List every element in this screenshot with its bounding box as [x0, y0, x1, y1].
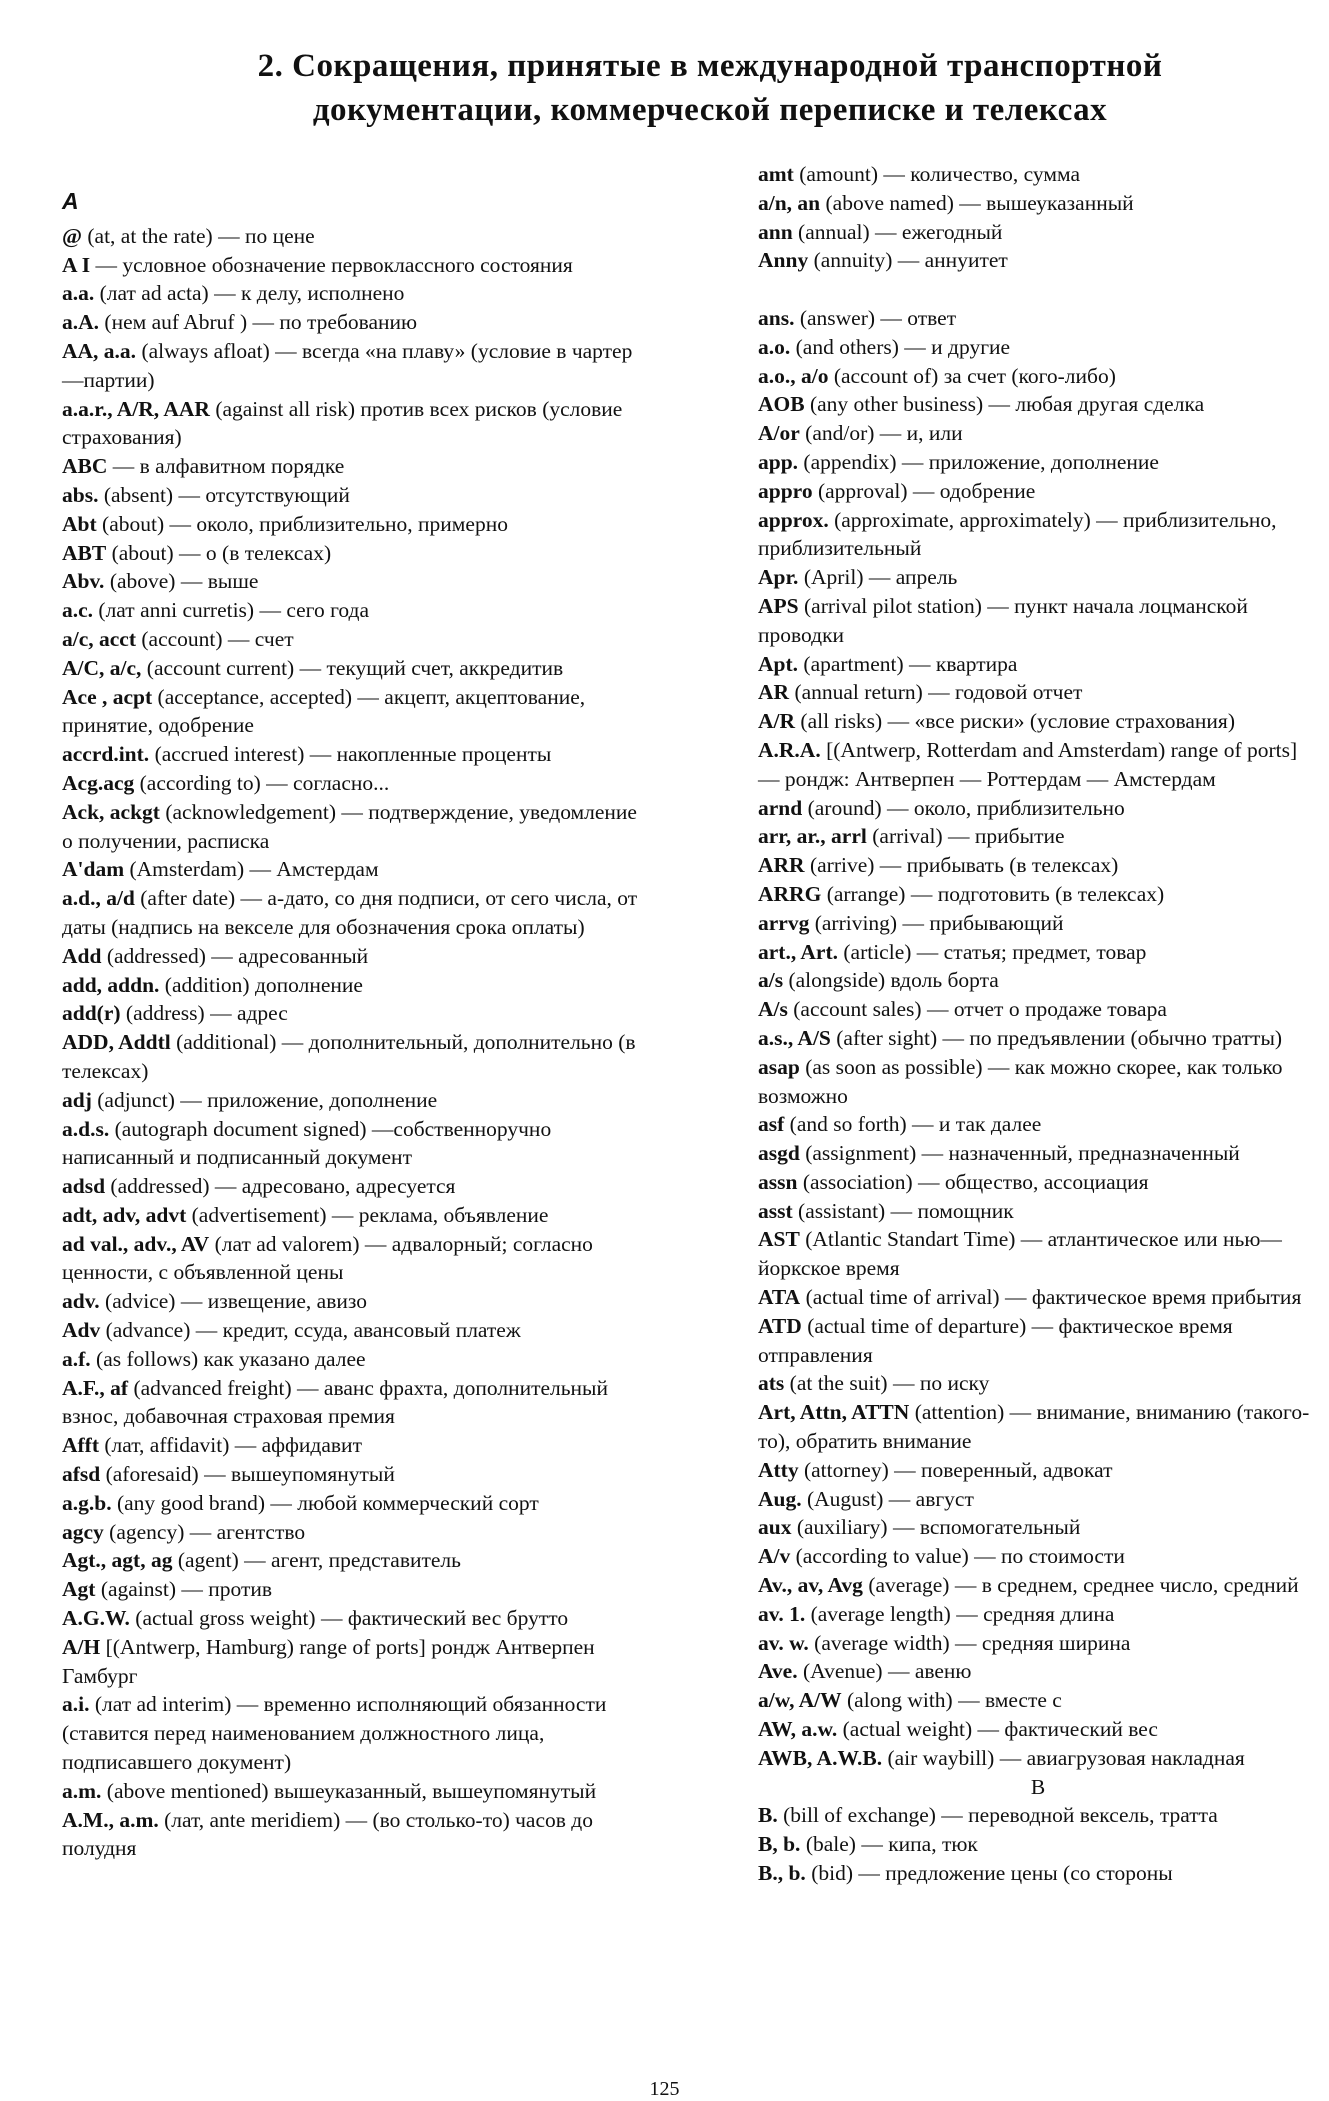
entry-definition: (account of) за счет (кого-либо) [828, 363, 1116, 388]
dictionary-entry [758, 160, 1318, 189]
entry-definition: (лат anni curretis) — сего года [93, 598, 369, 623]
dictionary-entry [758, 1801, 1318, 1830]
entry-definition: (advanced freight) — аванс фрахта, дополнительный взнос, добавочная страховая премия [62, 1375, 609, 1429]
entry-definition: (bid) — предложение цены (со стороны [805, 1861, 1173, 1886]
entry-abbreviation: adj [62, 1087, 92, 1112]
entry-abbreviation: @ [62, 223, 82, 248]
entry-abbreviation: add, addn. [62, 972, 160, 997]
entry-abbreviation: add(r) [62, 1001, 121, 1026]
entry-definition: (average) — в среднем, среднее число, средний [862, 1573, 1299, 1598]
entry-definition: (approximate, approximately) — приблизительно, приблизительный [758, 507, 1277, 561]
entry-definition: (according to) — согласно... [134, 770, 390, 795]
dictionary-entry [62, 798, 652, 856]
dictionary-entry [758, 419, 1318, 448]
dictionary-entry [62, 1287, 652, 1316]
entry-definition: — условное обозначение первоклассного состояния [90, 252, 573, 277]
entry-abbreviation: afsd [62, 1462, 101, 1487]
entry-abbreviation: B, b. [758, 1832, 801, 1857]
entry-definition: (лат ad valorem) — адвалорный; согласно ценности, с объявленной цены [62, 1231, 593, 1285]
entry-definition: (agent) — агент, представитель [172, 1548, 461, 1573]
entry-definition: (average length) — средняя длина [805, 1601, 1115, 1626]
dictionary-entry [758, 1485, 1318, 1514]
entry-definition: (around) — около, приблизительно [802, 795, 1125, 820]
entry-definition: (actual gross weight) — фактический вес брутто [129, 1606, 569, 1631]
entry-abbreviation: Acg.acg [62, 770, 135, 795]
entry-definition: (additional) — дополнительный, дополнительно (в телексах) [62, 1030, 636, 1083]
entry-abbreviation: a.o., a/o [758, 363, 829, 388]
entry-definition: (addressed) — адресованный [101, 943, 369, 968]
dictionary-entry [758, 794, 1318, 823]
entry-abbreviation: ADD, Addtl [62, 1030, 171, 1055]
entry-abbreviation: ans. [758, 305, 795, 330]
dictionary-entry [62, 1230, 652, 1288]
dictionary-entry [62, 279, 652, 308]
entry-abbreviation: Apt. [758, 651, 799, 676]
entry-abbreviation: Apr. [758, 565, 799, 590]
dictionary-entry [758, 1168, 1318, 1197]
entry-abbreviation: adv. [62, 1289, 100, 1314]
dictionary-entry [62, 1518, 652, 1547]
entry-abbreviation: A/R [758, 709, 796, 734]
dictionary-entry [62, 1777, 652, 1806]
entry-definition: (accrued interest) — накопленные проценты [149, 742, 552, 767]
right-entry-list-top [758, 160, 1318, 275]
entry-definition: (actual weight) — фактический вес [837, 1717, 1158, 1742]
entry-abbreviation: arrvg [758, 910, 810, 935]
dictionary-entry [758, 851, 1318, 880]
entry-definition: (autograph document signed) —собственноручно написанный и подписанный документ [62, 1116, 552, 1170]
dictionary-entry [758, 390, 1318, 419]
entry-abbreviation: arr, ar., arrl [758, 824, 867, 849]
dictionary-entry [62, 510, 652, 539]
entry-definition: (лат ad acta) — к делу, исполнено [94, 281, 405, 306]
entry-abbreviation: A'dam [62, 857, 125, 882]
dictionary-entry [758, 650, 1318, 679]
entry-abbreviation: a.o. [758, 334, 791, 359]
entry-abbreviation: aux [758, 1515, 792, 1540]
dictionary-entry [62, 452, 652, 481]
entry-definition: (лат, ante meridiem) — (во столько-то) часов до полудня [62, 1807, 593, 1861]
right-column [758, 160, 1318, 1888]
entry-abbreviation: Ack, ackgt [62, 799, 160, 824]
left-column [62, 183, 652, 1863]
entry-abbreviation: Abt [62, 511, 97, 536]
entry-definition: (Atlantic Standart Time) — атлантическое или нью—йоркское время [758, 1227, 1282, 1281]
entry-definition: (air waybill) — авиагрузовая накладная [882, 1745, 1245, 1770]
entry-abbreviation: A/C, a/c, [62, 655, 142, 680]
entry-abbreviation: Afft [62, 1433, 100, 1458]
dictionary-entry [62, 1604, 652, 1633]
entry-abbreviation: a.d., a/d [62, 886, 135, 911]
dictionary-entry [758, 736, 1318, 794]
entry-abbreviation: A/s [758, 997, 788, 1022]
entry-abbreviation: app. [758, 449, 799, 474]
entry-abbreviation: Adv [62, 1318, 101, 1343]
entry-abbreviation: Aug. [758, 1486, 802, 1511]
entry-abbreviation: A.G.W. [62, 1606, 130, 1631]
entry-abbreviation: a.s., A/S [758, 1025, 831, 1050]
entry-definition: (against) — против [95, 1577, 273, 1602]
dictionary-entry [62, 1546, 652, 1575]
entry-abbreviation: Atty [758, 1457, 799, 1482]
entry-abbreviation: a.m. [62, 1778, 102, 1803]
dictionary-entry [758, 1542, 1318, 1571]
dictionary-entry [758, 1744, 1318, 1773]
entry-definition: (above mentioned) вышеуказанный, вышеупомянутый [101, 1778, 597, 1803]
dictionary-entry [758, 1686, 1318, 1715]
dictionary-entry [62, 481, 652, 510]
section-heading-a: A [62, 188, 79, 214]
right-entry-list-b [758, 1801, 1318, 1887]
left-entry-list [62, 222, 652, 1863]
entry-definition: (actual time of arrival) — фактическое время прибытия [800, 1285, 1302, 1310]
entry-definition: (advance) — кредит, ссуда, авансовый платеж [100, 1318, 521, 1343]
entry-definition: (absent) — отсутствующий [98, 482, 350, 507]
entry-definition: (Amsterdam) — Амстердам [124, 857, 379, 882]
entry-abbreviation: av. w. [758, 1630, 809, 1655]
entry-abbreviation: a.A. [62, 310, 100, 335]
entry-abbreviation: arnd [758, 795, 803, 820]
entry-definition: (annual return) — годовой отчет [789, 680, 1083, 705]
entry-abbreviation: asst [758, 1198, 793, 1223]
entry-abbreviation: av. 1. [758, 1601, 806, 1626]
dictionary-entry [758, 1283, 1318, 1312]
dictionary-entry [62, 1201, 652, 1230]
dictionary-entry [758, 246, 1318, 275]
entry-abbreviation: ats [758, 1371, 785, 1396]
dictionary-entry [758, 1859, 1318, 1888]
entry-abbreviation: A/H [62, 1634, 101, 1659]
entry-definition: (approval) — одобрение [812, 478, 1036, 503]
entry-definition: — в алфавитном порядке [107, 454, 345, 479]
dictionary-entry [758, 1053, 1318, 1111]
entry-definition: (advice) — извещение, авизо [99, 1289, 367, 1314]
dictionary-entry [62, 625, 652, 654]
entry-abbreviation: ATD [758, 1313, 802, 1338]
entry-definition: (account sales) — отчет о продаже товара [787, 997, 1167, 1022]
entry-abbreviation: appro [758, 478, 813, 503]
dictionary-entry [62, 251, 652, 280]
page-title-line-1: 2. Сокращения, принятые в международной транспортной [257, 48, 1163, 84]
entry-definition: (нем auf Abruf ) — по требованию [99, 310, 418, 335]
entry-abbreviation: ABT [62, 540, 107, 565]
entry-abbreviation: assn [758, 1169, 798, 1194]
entry-definition: (actual time of departure) — фактическое время отправления [758, 1313, 1233, 1367]
entry-abbreviation: asgd [758, 1141, 800, 1166]
entry-definition: (arrive) — прибывать (в телексах) [804, 853, 1119, 878]
entry-definition: (as soon as possible) — как можно скорее, как только возможно [758, 1054, 1283, 1108]
dictionary-entry [62, 596, 652, 625]
entry-definition: (association) — общество, ассоциация [797, 1169, 1149, 1194]
entry-definition: (acceptance, accepted) — акцепт, акцептование, принятие, одобрение [62, 684, 586, 738]
dictionary-entry [758, 448, 1318, 477]
dictionary-entry [62, 971, 652, 1000]
dictionary-entry [758, 909, 1318, 938]
entry-abbreviation: asf [758, 1112, 785, 1137]
entry-definition: (acknowledgement) — подтверждение, уведомление о получении, расписка [62, 799, 637, 853]
entry-definition: (above) — выше [104, 569, 259, 594]
dictionary-entry [62, 1489, 652, 1518]
entry-abbreviation: APS [758, 593, 799, 618]
dictionary-entry [62, 1374, 652, 1432]
dictionary-entry [62, 308, 652, 337]
entry-definition: (apartment) — квартира [798, 651, 1018, 676]
entry-definition: [(Antwerp, Rotterdam and Amsterdam) range of ports] — рондж: Антверпен — Роттердам — Амстердам [758, 737, 1298, 791]
entry-abbreviation: approx. [758, 507, 829, 532]
page-title-line-2: документации, коммерческой переписке и телексах [312, 92, 1108, 128]
entry-abbreviation: Anny [758, 248, 809, 273]
dictionary-entry [758, 880, 1318, 909]
entry-abbreviation: ARRG [758, 881, 822, 906]
dictionary-entry [758, 1197, 1318, 1226]
entry-definition: (attorney) — поверенный, адвокат [798, 1457, 1113, 1482]
entry-abbreviation: A/or [758, 421, 800, 446]
entry-abbreviation: ann [758, 219, 793, 244]
entry-abbreviation: a.a. [62, 281, 95, 306]
entry-definition: (auxiliary) — вспомогательный [791, 1515, 1081, 1540]
dictionary-entry [62, 395, 652, 453]
dictionary-entry [62, 999, 652, 1028]
entry-definition: (after date) — а-дато, со дня подписи, от сего числа, от даты (надпись на векселе для обозначения срока оплаты) [62, 886, 638, 939]
dictionary-entry [62, 1115, 652, 1173]
dictionary-entry [758, 477, 1318, 506]
dictionary-entry [62, 1575, 652, 1604]
entry-abbreviation: a/n, an [758, 190, 821, 215]
entry-abbreviation: B., b. [758, 1861, 806, 1886]
entry-abbreviation: AW, a.w. [758, 1717, 838, 1742]
dictionary-entry [758, 1657, 1318, 1686]
entry-definition: (aforesaid) — вышеупомянутый [100, 1462, 395, 1487]
dictionary-entry [62, 222, 652, 251]
entry-abbreviation: a.f. [62, 1346, 91, 1371]
dictionary-entry [62, 654, 652, 683]
entry-abbreviation: A.M., a.m. [62, 1807, 159, 1832]
entry-abbreviation: Abv. [62, 569, 105, 594]
entry-abbreviation: agcy [62, 1519, 104, 1544]
dictionary-entry [62, 1345, 652, 1374]
entry-definition: (and/or) — и, или [799, 421, 963, 446]
entry-definition: (лат ad interim) — временно исполняющий обязанности (ставится перед наименованием должностного лица, подписавшего документ) [62, 1692, 607, 1775]
entry-definition: (along with) — вместе с [841, 1688, 1062, 1713]
dictionary-entry [62, 740, 652, 769]
entry-definition: (above named) — вышеуказанный [820, 190, 1134, 215]
entry-abbreviation: AWB, A.W.B. [758, 1745, 883, 1770]
entry-definition: (as follows) как указано далее [90, 1346, 366, 1371]
dictionary-entry [758, 678, 1318, 707]
dictionary-entry [62, 855, 652, 884]
entry-abbreviation: adt, adv, advt [62, 1202, 187, 1227]
entry-definition: (against all risk) против всех рисков (условие страхования) [62, 396, 623, 450]
entry-definition: (about) — около, приблизительно, примерно [96, 511, 508, 536]
dictionary-entry [758, 1600, 1318, 1629]
entry-abbreviation: art., Art. [758, 939, 838, 964]
dictionary-entry [758, 1398, 1318, 1456]
dictionary-entry [758, 563, 1318, 592]
dictionary-entry [62, 1633, 652, 1691]
dictionary-entry [758, 1110, 1318, 1139]
entry-definition: (account) — счет [136, 626, 294, 651]
entry-abbreviation: A.R.A. [758, 737, 821, 762]
entry-definition: (always afloat) — всегда «на плаву» (условие в чартер—партии) [62, 338, 633, 392]
dictionary-entry [62, 884, 652, 942]
entry-definition: (annual) — ежегодный [792, 219, 1003, 244]
dictionary-entry [758, 1456, 1318, 1485]
entry-abbreviation: A I [62, 252, 91, 277]
right-entry-list [758, 304, 1318, 1773]
entry-definition: (alongside) вдоль борта [783, 968, 999, 993]
dictionary-entry [758, 1312, 1318, 1370]
entry-definition: (and so forth) — и так далее [784, 1112, 1042, 1137]
dictionary-entry [758, 1369, 1318, 1398]
entry-abbreviation: amt [758, 162, 794, 186]
dictionary-entry [758, 1024, 1318, 1053]
entry-abbreviation: Add [62, 943, 102, 968]
dictionary-entry [758, 1715, 1318, 1744]
entry-definition: (April) — апрель [798, 565, 958, 590]
entry-definition: (agency) — агентство [103, 1519, 306, 1544]
dictionary-entry [758, 1830, 1318, 1859]
entry-definition: (article) — статья; предмет, товар [838, 939, 1147, 964]
dictionary-entry [62, 769, 652, 798]
entry-abbreviation: Av., av, Avg [758, 1573, 863, 1598]
dictionary-entry [758, 822, 1318, 851]
dictionary-entry [758, 592, 1318, 650]
entry-definition: (at the suit) — по иску [784, 1371, 990, 1396]
page-title [110, 44, 1310, 132]
dictionary-entry [62, 1690, 652, 1776]
entry-definition: (bill of exchange) — переводной вексель, тратта [777, 1803, 1218, 1828]
entry-abbreviation: accrd.int. [62, 742, 150, 767]
entry-definition: (account current) — текущий счет, аккредитив [141, 655, 564, 680]
dictionary-entry [758, 189, 1318, 218]
dictionary-entry [758, 1225, 1318, 1283]
dictionary-entry [62, 1460, 652, 1489]
entry-abbreviation: B. [758, 1803, 778, 1828]
entry-abbreviation: Ave. [758, 1659, 798, 1684]
entry-abbreviation: a.c. [62, 598, 94, 623]
entry-definition: (bale) — кипа, тюк [800, 1832, 978, 1857]
dictionary-entry [62, 1316, 652, 1345]
entry-definition: (assignment) — назначенный, предназначенный [799, 1141, 1240, 1166]
entry-abbreviation: Art, Attn, ATTN [758, 1400, 910, 1425]
entry-abbreviation: Agt [62, 1577, 96, 1602]
dictionary-entry [62, 1028, 652, 1086]
dictionary-entry [758, 362, 1318, 391]
entry-definition: (and others) — и другие [790, 334, 1011, 359]
entry-abbreviation: Ace , acpt [62, 684, 153, 709]
dictionary-entry [62, 567, 652, 596]
entry-definition: (at, at the rate) — по цене [82, 223, 315, 248]
page-number: 125 [649, 2078, 680, 2100]
entry-abbreviation: A/v [758, 1544, 791, 1569]
entry-abbreviation: ABC [62, 454, 108, 479]
entry-definition: (any other business) — любая другая сделка [804, 392, 1205, 417]
entry-definition: (arriving) — прибывающий [809, 910, 1064, 935]
entry-abbreviation: adsd [62, 1174, 106, 1199]
entry-definition: (answer) — ответ [794, 305, 957, 330]
entry-abbreviation: asap [758, 1054, 800, 1079]
entry-definition: (arrange) — подготовить (в телексах) [821, 881, 1165, 906]
dictionary-entry [62, 942, 652, 971]
entry-definition: (address) — адрес [120, 1001, 288, 1026]
entry-definition: (average width) — средняя ширина [808, 1630, 1131, 1655]
dictionary-entry [758, 707, 1318, 736]
entry-definition: (amount) — количество, сумма [793, 162, 1080, 186]
entry-abbreviation: a.g.b. [62, 1490, 112, 1515]
entry-definition: (assistant) — помощник [792, 1198, 1014, 1223]
dictionary-entry [62, 683, 652, 741]
entry-definition: (August) — август [801, 1486, 974, 1511]
entry-abbreviation: Agt., agt, ag [62, 1548, 173, 1573]
entry-abbreviation: a/s [758, 968, 784, 993]
entry-abbreviation: a/w, A/W [758, 1688, 842, 1713]
entry-abbreviation: AOB [758, 392, 805, 417]
dictionary-entry [758, 1571, 1318, 1600]
entry-definition: (attention) — внимание, вниманию (такого-то), обратить внимание [758, 1400, 1310, 1454]
dictionary-entry [758, 1513, 1318, 1542]
entry-abbreviation: a.a.r., A/R, AAR [62, 396, 210, 421]
entry-abbreviation: a/c, acct [62, 626, 137, 651]
entry-definition: (advertisement) — реклама, объявление [186, 1202, 549, 1227]
entry-definition: (addition) дополнение [159, 972, 363, 997]
entry-abbreviation: abs. [62, 482, 99, 507]
dictionary-entry [758, 995, 1318, 1024]
entry-abbreviation: a.d.s. [62, 1116, 110, 1141]
entry-definition: (after sight) — по предъявлении (обычно тратты) [830, 1025, 1283, 1050]
entry-definition: (adjunct) — приложение, дополнение [91, 1087, 438, 1112]
entry-definition: (arrival) — прибытие [866, 824, 1065, 849]
paragraph-gap [758, 275, 1318, 304]
entry-abbreviation: AA, a.a. [62, 338, 137, 363]
entry-definition: (all risks) — «все риски» (условие страхования) [795, 709, 1235, 734]
dictionary-entry [758, 938, 1318, 967]
entry-definition: (according to value) — по стоимости [790, 1544, 1125, 1569]
entry-definition: (any good brand) — любой коммерческий сорт [111, 1490, 539, 1515]
dictionary-entry [62, 1172, 652, 1201]
entry-definition: (appendix) — приложение, дополнение [798, 449, 1159, 474]
entry-definition: [(Antwerp, Hamburg) range of ports] рондж Антверпен Гамбург [62, 1634, 595, 1688]
entry-abbreviation: ARR [758, 853, 805, 878]
entry-abbreviation: AR [758, 680, 790, 705]
dictionary-entry [758, 333, 1318, 362]
dictionary-entry [758, 1139, 1318, 1168]
dictionary-entry [62, 1086, 652, 1115]
dictionary-entry [62, 1431, 652, 1460]
entry-abbreviation: A.F., af [62, 1375, 129, 1400]
dictionary-entry [758, 1629, 1318, 1658]
dictionary-entry [758, 506, 1318, 564]
entry-abbreviation: AST [758, 1227, 800, 1252]
entry-definition: (about) — о (в телексах) [106, 540, 332, 565]
entry-abbreviation: a.i. [62, 1692, 90, 1717]
dictionary-entry [62, 337, 652, 395]
dictionary-entry [758, 218, 1318, 247]
entry-definition: (addressed) — адресовано, адресуется [105, 1174, 456, 1199]
dictionary-entry [758, 966, 1318, 995]
dictionary-entry [62, 539, 652, 568]
entry-definition: (annuity) — аннуитет [808, 248, 1008, 273]
dictionary-entry [62, 1806, 652, 1864]
entry-abbreviation: ad val., adv., AV [62, 1231, 210, 1256]
entry-abbreviation: ATA [758, 1285, 801, 1310]
entry-definition: (arrival pilot station) — пункт начала лоцманской проводки [758, 593, 1248, 647]
entry-definition: (Avenue) — авеню [797, 1659, 972, 1684]
dictionary-entry [758, 304, 1318, 333]
section-heading-b: B [1030, 1774, 1046, 1799]
entry-definition: (лат, affidavit) — аффидавит [99, 1433, 362, 1458]
